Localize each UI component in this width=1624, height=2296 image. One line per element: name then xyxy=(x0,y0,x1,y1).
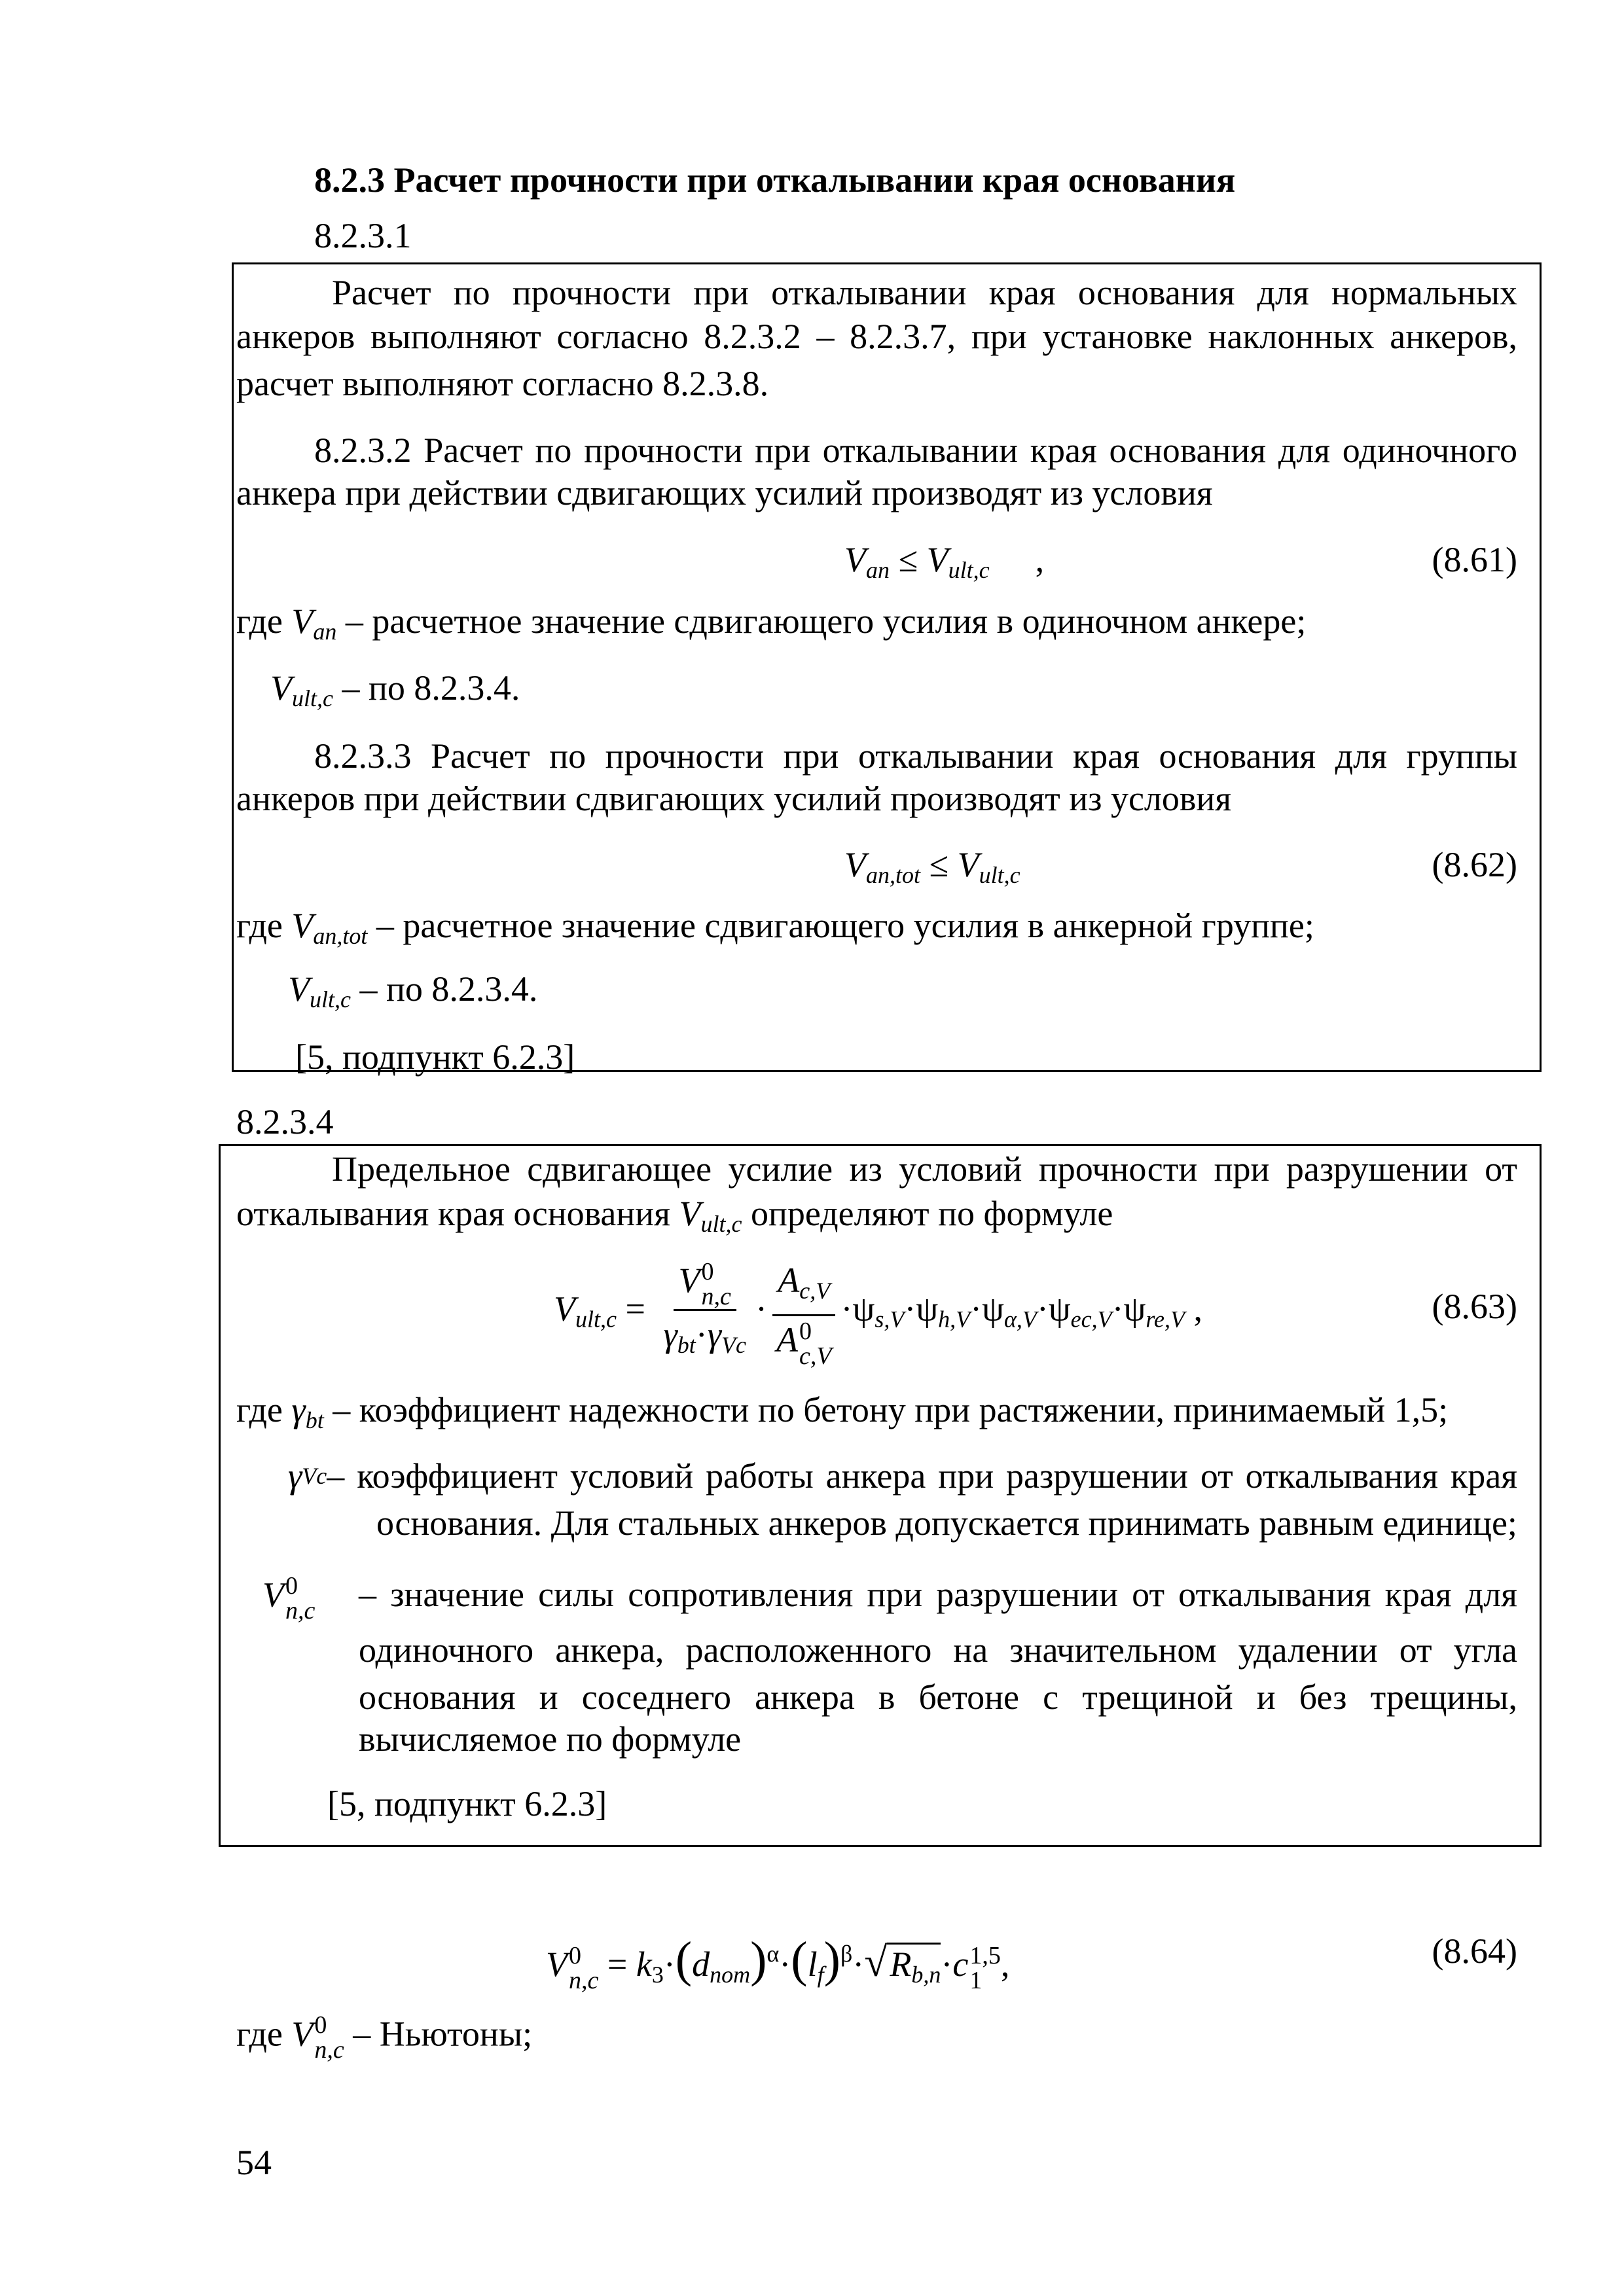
symbol: V xyxy=(262,1575,284,1615)
symbol: γ xyxy=(291,1390,306,1429)
subscript: Vc xyxy=(302,1463,327,1489)
equation-number: (8.63) xyxy=(1432,1287,1517,1326)
symbol: γ xyxy=(707,1314,722,1354)
equation-number: (8.64) xyxy=(1432,1931,1517,1971)
symbol: k xyxy=(636,1945,652,1984)
text-line: Предельное сдвигающее усилие из условий прочности при разрушении от xyxy=(332,1149,1517,1189)
gamma-vc-line xyxy=(288,1455,1517,1497)
definition: – Ньютоны; xyxy=(344,2014,533,2054)
superscript: 1,5 xyxy=(969,1941,1001,1969)
definition: – коэффициент надежности по бетону при растяжении, принимаемый 1,5; xyxy=(323,1390,1449,1429)
symbol: V xyxy=(291,906,314,945)
text-line: расчет выполняют согласно 8.2.3.8. xyxy=(236,364,769,403)
where-van xyxy=(236,600,1306,653)
operator: ≤ xyxy=(929,845,949,884)
symbol: V xyxy=(546,1945,568,1984)
symbol: V xyxy=(288,969,310,1009)
operator: · xyxy=(941,1945,953,1984)
subscript: ult,c xyxy=(310,986,351,1013)
operator: = xyxy=(625,1289,645,1329)
equation-number: (8.62) xyxy=(1432,845,1517,884)
symbol: ψ xyxy=(982,1289,1004,1329)
subscript: an xyxy=(866,557,890,583)
symbol: A xyxy=(776,1320,798,1359)
subscript: 3 xyxy=(651,1962,664,1988)
subscript: bt xyxy=(305,1407,324,1433)
subscript: an,tot xyxy=(866,862,921,888)
subscript: an,tot xyxy=(313,923,368,949)
definition: – коэффициент условий работы анкера при разрушении от откалывания края xyxy=(327,1456,1517,1496)
subscript: n,c xyxy=(569,1966,599,1994)
label: где xyxy=(236,2014,292,2054)
label: где xyxy=(236,906,292,945)
text-line: анкеров выполняют согласно 8.2.3.2 – 8.2.3.7, при установке наклонных анкеров, xyxy=(236,317,1517,356)
symbol: V xyxy=(679,1194,701,1233)
section-number-8-2-3-1: 8.2.3.1 xyxy=(314,216,412,255)
subscript: c,V xyxy=(799,1278,831,1304)
subscript: n,c xyxy=(701,1282,731,1310)
symbol: V xyxy=(291,2014,314,2054)
superscript: 0 xyxy=(314,2011,327,2039)
definition: – расчетное значение сдвигающего усилия в анкерной группе; xyxy=(367,906,1314,945)
operator: · xyxy=(840,1289,853,1329)
superscript: α xyxy=(767,1941,780,1967)
section-heading: 8.2.3 Расчет прочности при откалывании края основания xyxy=(314,160,1236,200)
symbol: γ xyxy=(663,1314,677,1354)
operator: · xyxy=(904,1289,916,1329)
fraction xyxy=(658,1257,751,1369)
comma: , xyxy=(1000,1945,1010,1984)
subscript: α,V xyxy=(1003,1306,1037,1333)
superscript: 0 xyxy=(799,1317,812,1345)
formula-8-64: V 0 n,c = $k_3\cdot(d_{nom})^\alpha\cdot(l_f)^\beta\cdot√R_{b,n}\cdot c$ 1,5 1 , xyxy=(546,1932,1010,1994)
subscript: b,n xyxy=(911,1962,941,1988)
text: определяют по формуле xyxy=(742,1194,1113,1233)
symbol: V xyxy=(844,540,866,579)
subscript: ult,c xyxy=(575,1306,617,1333)
operator: · xyxy=(695,1314,708,1354)
symbol: γ xyxy=(288,1456,302,1496)
text-line: анкера при действии сдвигающих усилий производят из условия xyxy=(236,473,1213,512)
operator: · xyxy=(970,1289,983,1329)
superscript: 0 xyxy=(701,1257,714,1285)
operator: ≤ xyxy=(898,540,918,579)
subscript: n,c xyxy=(314,2036,344,2064)
text-line: анкеров при действии сдвигающих усилий производят из условия xyxy=(236,779,1232,818)
superscript: 0 xyxy=(569,1941,581,1969)
symbol: V xyxy=(270,668,292,708)
subscript: ult,c xyxy=(948,557,990,583)
equation-number: (8.61) xyxy=(1432,540,1517,579)
superscript: 0 xyxy=(285,1572,298,1600)
where-gamma-bt xyxy=(236,1389,1448,1441)
operator: · xyxy=(852,1945,865,1984)
label: где xyxy=(236,1390,292,1429)
symbol: V xyxy=(554,1289,575,1329)
symbol: ψ xyxy=(916,1289,939,1329)
subscript: 1 xyxy=(969,1966,983,1994)
operator: · xyxy=(1111,1289,1124,1329)
text-line: 8.2.3.2 Расчет по прочности при откалывании края основания для одиночного xyxy=(314,431,1517,470)
operator: · xyxy=(663,1945,676,1984)
text-line: – значение силы сопротивления при разрушении от откалывания края для xyxy=(359,1575,1517,1614)
subscript: an xyxy=(313,619,337,645)
comma: , xyxy=(1035,540,1045,579)
operator: · xyxy=(779,1945,791,1984)
subscript: ult,c xyxy=(292,685,333,711)
symbol: V xyxy=(957,845,979,884)
source-reference: [5, подпункт 6.2.3] xyxy=(295,1037,575,1077)
subscript: ec,V xyxy=(1070,1306,1112,1333)
where-vnc-units xyxy=(236,2013,532,2062)
text-line: одиночного анкера, расположенного на значительном удалении от угла xyxy=(359,1630,1517,1670)
subscript: h,V xyxy=(938,1306,971,1333)
definition: – по 8.2.3.4. xyxy=(350,969,538,1009)
definition: – расчетное значение сдвигающего усилия в одиночном анкере; xyxy=(336,601,1307,641)
symbol: d xyxy=(692,1945,710,1984)
subscript: f xyxy=(817,1962,824,1988)
subscript: Vc xyxy=(721,1331,746,1358)
formula-8-61 xyxy=(844,539,1044,591)
subscript: ult,c xyxy=(979,862,1020,888)
operator: · xyxy=(755,1289,767,1329)
operator: · xyxy=(1036,1289,1049,1329)
formula-8-62 xyxy=(844,844,1020,896)
symbol: V xyxy=(844,845,866,884)
operator: = xyxy=(607,1945,628,1984)
definition: – по 8.2.3.4. xyxy=(333,668,520,708)
fraction xyxy=(771,1257,837,1369)
symbol: R xyxy=(890,1945,912,1984)
subscript: ult,c xyxy=(700,1211,742,1237)
text: откалывания края основания xyxy=(236,1194,679,1233)
symbol: V xyxy=(678,1261,700,1300)
symbol: ψ xyxy=(852,1289,875,1329)
ref-vultc xyxy=(270,667,520,719)
symbol: V xyxy=(926,540,948,579)
text-line xyxy=(236,1193,1113,1245)
superscript: β xyxy=(840,1941,853,1967)
ref-vultc xyxy=(288,968,537,1020)
subscript: s,V xyxy=(875,1306,905,1333)
symbol: ψ xyxy=(1123,1289,1146,1329)
subscript: c,V xyxy=(799,1342,832,1370)
subscript: nom xyxy=(710,1962,751,1988)
formula-8-63 xyxy=(554,1257,1202,1369)
symbol: V xyxy=(291,601,314,641)
text-line: вычисляемое по формуле xyxy=(359,1719,742,1759)
section-number-8-2-3-4: 8.2.3.4 xyxy=(236,1102,334,1141)
page-number: 54 xyxy=(236,2143,272,2182)
text-line: основания. Для стальных анкеров допускается принимать равным единице; xyxy=(376,1503,1517,1543)
where-vantot xyxy=(236,905,1314,957)
symbol: ψ xyxy=(1048,1289,1071,1329)
vnc-symbol xyxy=(262,1573,315,1623)
comma: , xyxy=(1193,1289,1203,1329)
subscript: re,V xyxy=(1146,1306,1185,1333)
symbol: l xyxy=(807,1945,818,1984)
square-root xyxy=(887,1943,941,1988)
subscript: n,c xyxy=(285,1597,316,1624)
subscript: bt xyxy=(677,1331,696,1358)
label: где xyxy=(236,601,292,641)
text-line: основания и соседнего анкера в бетоне с трещиной и без трещины, xyxy=(359,1677,1517,1717)
source-reference: [5, подпункт 6.2.3] xyxy=(327,1784,607,1823)
symbol: A xyxy=(778,1261,800,1300)
symbol: c xyxy=(952,1945,969,1984)
text-line: 8.2.3.3 Расчет по прочности при откалывании края основания для группы xyxy=(314,736,1517,776)
text-line: Расчет по прочности при откалывании края основания для нормальных xyxy=(332,273,1517,312)
